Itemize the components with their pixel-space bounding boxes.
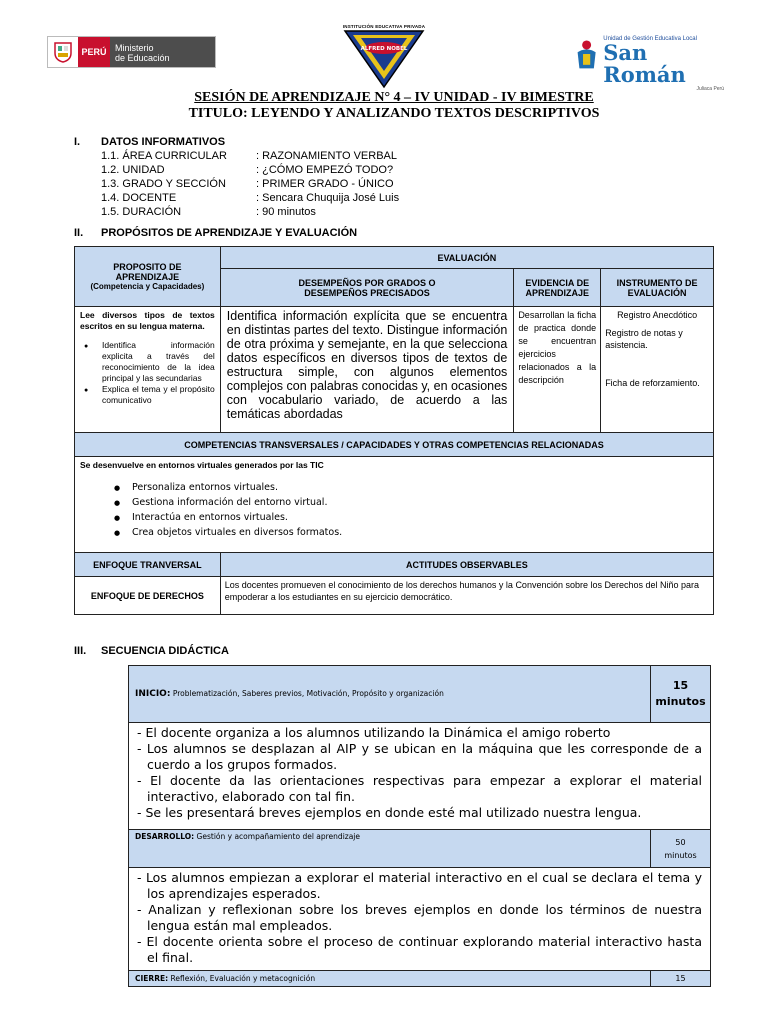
- info-row: 1.5. DURACIÓN : 90 minutos: [101, 206, 316, 218]
- list-item: - Los alumnos empiezan a explorar el material interactivo en el cual se declara el tema y los aprendizajes esperados.: [137, 870, 702, 901]
- peru-label: PERÚ: [78, 37, 110, 67]
- ugel-name: San Román: [603, 40, 686, 87]
- evaluacion-header: EVALUACIÓN: [220, 247, 713, 269]
- info-row: 1.4. DOCENTE : Sencara Chuquija José Luis: [101, 192, 400, 204]
- info-row: 1.2. UNIDAD : ¿CÓMO EMPEZÓ TODO?: [101, 164, 394, 176]
- capacidad-item: ● Identifica información explicita a través del reconocimiento de la idea principal y las secundarias: [80, 340, 215, 384]
- inicio-header: INICIO: Problematización, Saberes previos, Motivación, Propósito y organización: [129, 666, 651, 723]
- cierre-header: CIERRE: Reflexión, Evaluación y metacognición: [129, 971, 651, 987]
- school-name: ALFRED NOBEL: [360, 46, 408, 52]
- inicio-body: [129, 723, 711, 830]
- tic-item: ● Crea objetos virtuales en diversos formatos.: [110, 525, 708, 540]
- list-item: - El docente da las orientaciones respectivas para empezar a explorar el material interactivo, elaborado con tal fin.: [137, 773, 702, 804]
- desempeno-cell: Identifica información explícita que se encuentra en distintas partes del texto. Distingue información de otra próxima y semejante, en la que selecciona datos específicos en diversos tipos de textos de estructura simple, con algunos elementos complejos con palabras conocidas y, en ocasiones con vocabulario variado, de acuerdo a las temáticas abordadas: [220, 307, 514, 433]
- ugel-subtitle: Unidad de Gestión Educativa Local: [603, 36, 697, 42]
- info-row: 1.1. ÁREA CURRICULAR : RAZONAMIENTO VERBAL: [101, 150, 397, 162]
- actitudes-header: ACTITUDES OBSERVABLES: [220, 553, 713, 577]
- competencia-cell: Lee diversos tipos de textos escritos en su lengua materna. ● Identifica información explicita a través del reconocimiento de la idea principal y las secundarias ● Explica el tema y el propósito comunicativo: [75, 307, 221, 433]
- didactic-sequence-table: [128, 665, 711, 987]
- school-logo: [328, 24, 440, 90]
- list-item: - Se les presentará breves ejemplos en donde esté mal utilizado nuestra lengua.: [137, 805, 642, 820]
- tic-item: ● Gestiona información del entorno virtual.: [110, 495, 708, 510]
- section-2-heading: II. PROPÓSITOS DE APRENDIZAJE Y EVALUACIÓN: [74, 227, 358, 239]
- purposes-table: [74, 246, 714, 615]
- session-title: SESIÓN DE APRENDIZAJE N° 4 – IV UNIDAD - IV BIMESTRE: [194, 90, 594, 105]
- desarrollo-header: DESARROLLO: Gestión y acompañamiento del aprendizaje: [129, 830, 651, 868]
- list-item: - El docente organiza a los alumnos utilizando la Dinámica el amigo roberto: [137, 725, 611, 740]
- list-item: - Los alumnos se desplazan al AIP y se ubican en la máquina que les corresponde de a cuerdo a los grupos formados.: [137, 741, 702, 772]
- info-row: 1.3. GRADO Y SECCIÓN : PRIMER GRADO - ÚNICO: [101, 178, 394, 190]
- enfoque-header: ENFOQUE TRANVERSAL: [75, 553, 221, 577]
- ugel-logo: [574, 36, 724, 92]
- peru-shield-icon: [48, 37, 78, 67]
- enfoque-text: Los docentes promueven el conocimiento de los derechos humanos y la Convención sobre los Derechos del Niño para empoderar a los estudiantes en su ejercicio democrático.: [220, 577, 713, 615]
- evidencia-cell: Desarrollan la ficha de practica donde se encuentran ejercicios relacionados a la descripción: [514, 307, 601, 433]
- list-item: - Analizan y reflexionan sobre los breves ejemplos en donde los términos de nuestra lengua están mal empleados.: [137, 902, 702, 933]
- minedu-logo: [47, 36, 216, 68]
- desempenos-header: DESEMPEÑOS POR GRADOS O DESEMPEÑOS PRECISADOS: [220, 269, 514, 307]
- ugel-city: Juliaca Perú: [696, 86, 724, 92]
- enfoque-name: ENFOQUE DE DERECHOS: [75, 577, 221, 615]
- list-item: - El docente orienta sobre el proceso de continuar explorando material interactivo hasta el final.: [137, 934, 702, 965]
- ugel-emblem-icon: [574, 36, 599, 72]
- tic-cell: Se desenvuelve en entornos virtuales generados por las TIC ● Personaliza entornos virtuales. ● Gestiona información del entorno virtual. ● Interactúa en entornos virtuales. ● Crea objetos virtuales en diversos formatos.: [75, 457, 714, 553]
- cierre-time: 15: [651, 971, 711, 987]
- school-inst: INSTITUCIÓN EDUCATIVA PRIVADA: [342, 24, 426, 29]
- desarrollo-time: 50 minutos: [651, 830, 711, 868]
- proposito-header: PROPOSITO DE APRENDIZAJE (Competencia y Capacidades): [75, 247, 221, 307]
- session-subtitle: TITULO: LEYENDO Y ANALIZANDO TEXTOS DESCRIPTIVOS: [188, 106, 600, 121]
- desarrollo-body: [129, 868, 711, 971]
- tic-item: ● Personaliza entornos virtuales.: [110, 480, 708, 495]
- tic-item: ● Interactúa en entornos virtuales.: [110, 510, 708, 525]
- section-1-heading: I. DATOS INFORMATIVOS: [74, 136, 226, 148]
- instrumento-header: INSTRUMENTO DE EVALUACIÓN: [601, 269, 714, 307]
- evidencia-header: EVIDENCIA DE APRENDIZAJE: [514, 269, 601, 307]
- capacidad-item: ● Explica el tema y el propósito comunicativo: [80, 384, 215, 406]
- ministry-label: Ministerio de Educación: [110, 37, 215, 67]
- instrumento-cell: Registro Anecdótico Registro de notas y asistencia. Ficha de reforzamiento.: [601, 307, 714, 433]
- transversales-header: COMPETENCIAS TRANSVERSALES / CAPACIDADES Y OTRAS COMPETENCIAS RELACIONADAS: [75, 433, 714, 457]
- section-3-heading: III. SECUENCIA DIDÁCTICA: [74, 645, 229, 657]
- inicio-time: 15 minutos: [651, 666, 711, 723]
- school-emblem-icon: [343, 29, 425, 89]
